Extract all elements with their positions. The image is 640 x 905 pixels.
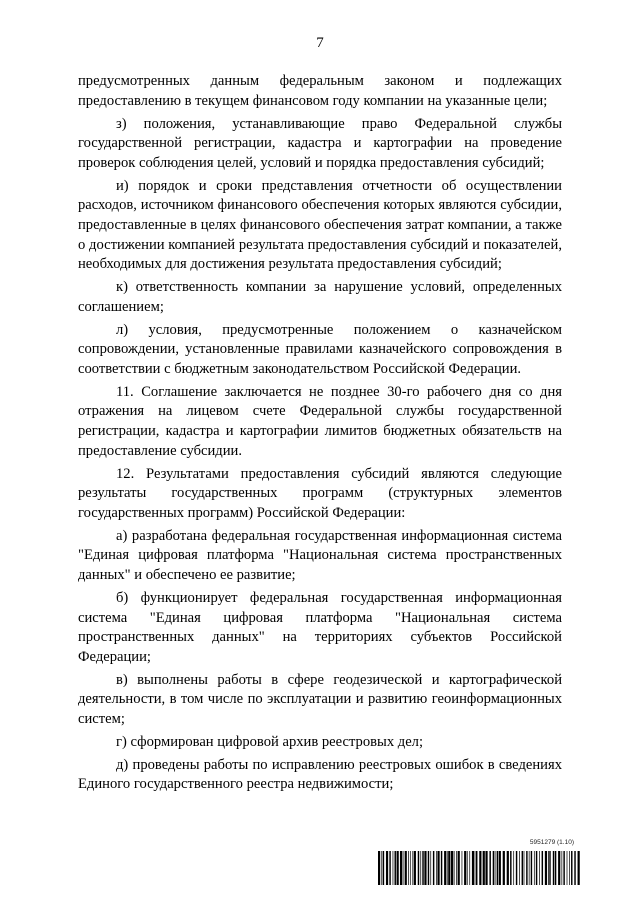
barcode-bar — [393, 851, 394, 885]
barcode-bar — [529, 851, 530, 885]
barcode-bar — [462, 851, 463, 885]
barcode-bar — [408, 851, 409, 885]
document-footer — [378, 839, 580, 885]
barcode-bar — [383, 851, 384, 885]
barcode-bar — [493, 851, 494, 885]
barcode-bar — [485, 851, 487, 885]
barcode-bar — [495, 851, 496, 885]
paragraph-continuation: предусмотренных данным федеральным законом и подлежащих предоставлению в текущем финансовом году компании на указанные цели; — [78, 73, 562, 109]
paragraph-item-z: з) положения, устанавливающие право Федеральной службы государственной регистрации, кадастра и картографии на проведение проверок соблюдения целей, условий и порядка предоставления субсидий; — [78, 115, 562, 171]
barcode-bar — [430, 851, 431, 885]
barcode-bar — [569, 851, 570, 885]
barcode-bar — [420, 851, 421, 885]
barcode-bar — [476, 851, 477, 885]
barcode-bar — [497, 851, 498, 885]
barcode-bar — [400, 851, 402, 885]
barcode-bar — [428, 851, 429, 885]
barcode-bar — [548, 851, 549, 885]
paragraph-item-l: л) условия, предусмотренные положением о казначейском сопровождении, установленные правилами казначейского сопровождения в соответствии с бюджетным законодательством Российской Федерации. — [78, 321, 562, 377]
barcode-bar — [574, 851, 575, 885]
barcode-bar — [510, 851, 511, 885]
barcode-bar — [475, 851, 476, 885]
barcode-bar — [418, 851, 419, 885]
barcode-bar — [567, 851, 568, 885]
barcode-bar — [519, 851, 520, 885]
barcode-bar — [507, 851, 509, 885]
paragraph-item-b: б) функционирует федеральная государственная информационная система "Единая цифровая платформа "Национальная система пространственных данных" на территориях субъектов Российской Федерации; — [78, 589, 562, 665]
barcode-bar — [464, 851, 466, 885]
barcode-bar — [539, 851, 540, 885]
barcode-bar — [558, 851, 560, 885]
barcode-bar — [479, 851, 481, 885]
barcode-svg — [378, 851, 580, 885]
barcode-bar — [410, 851, 411, 885]
barcode-bar — [503, 851, 505, 885]
barcode-bar — [378, 851, 380, 885]
barcode-bar — [489, 851, 490, 885]
barcode-bar — [381, 851, 382, 885]
barcode-bar — [513, 851, 514, 885]
barcode-bar — [524, 851, 525, 885]
barcode-bar — [389, 851, 390, 885]
barcode-bar — [422, 851, 423, 885]
barcode-bar — [531, 851, 532, 885]
barcode-bar — [386, 851, 388, 885]
barcode-bar — [483, 851, 485, 885]
barcode-bar — [578, 851, 580, 885]
paragraph-item-g: г) сформирован цифровой архив реестровых дел; — [116, 733, 424, 750]
barcode-bar — [414, 851, 416, 885]
document-code: 5951279 (1.10) — [529, 839, 574, 846]
paragraph-item-d: д) проведены работы по исправлению реестровых ошибок в сведениях Единого государственного реестра недвижимости; — [78, 756, 562, 793]
barcode-bar — [405, 851, 407, 885]
barcode-bar — [553, 851, 554, 885]
page-number: 7 — [316, 35, 324, 51]
barcode-bar — [458, 851, 460, 885]
barcode-bar — [451, 851, 453, 885]
barcode-bar — [469, 851, 470, 885]
barcode-bar — [536, 851, 537, 885]
barcode-bar — [542, 851, 543, 885]
barcode-bar — [454, 851, 455, 885]
barcode-bar — [437, 851, 439, 885]
barcode-bar — [526, 851, 527, 885]
paragraph-clause-11: 11. Соглашение заключается не позднее 30-го рабочего дня со дня отражения на лицевом счете Федеральной службы государственной регистрации, кадастра и картографии лимитов бюджетных обязательств на предоставление субсидии. — [78, 383, 562, 459]
barcode-bar — [412, 851, 413, 885]
paragraph-item-a: а) разработана федеральная государственная информационная система "Единая цифровая платформа "Национальная система пространственных данных" и обеспечено ее развитие; — [78, 527, 562, 583]
paragraph-item-k: к) ответственность компании за нарушение условий, определенных соглашением; — [78, 279, 562, 315]
paragraph-item-v: в) выполнены работы в сфере геодезической и картографической деятельности, в том числе по эксплуатации и развитию геоинформационных систем; — [78, 671, 562, 727]
barcode-bar — [447, 851, 448, 885]
barcode-image — [378, 851, 580, 885]
barcode-bar — [534, 851, 535, 885]
barcode-bar — [403, 851, 404, 885]
barcode-bar — [456, 851, 457, 885]
barcode-bar — [441, 851, 442, 885]
barcode-bar — [397, 851, 399, 885]
barcode-bar — [433, 851, 434, 885]
barcode-bar — [522, 851, 523, 885]
paragraph-item-i: и) порядок и сроки представления отчетности об осуществлении расходов, источником финансового обеспечения которых являются субсидии, предоставленные в целях финансового обеспечения затрат компании, а также о достижении компанией результата предоставления субсидий и показателей, необходимых для достижения результата предоставления субсидий; — [78, 177, 562, 273]
barcode-bar — [472, 851, 474, 885]
barcode-bar — [555, 851, 556, 885]
barcode-bar — [444, 851, 446, 885]
barcode-bar — [550, 851, 551, 885]
barcode-bar — [467, 851, 468, 885]
barcode-bar — [562, 851, 563, 885]
barcode-bar — [436, 851, 437, 885]
document-body — [78, 72, 562, 798]
barcode-bar — [395, 851, 396, 885]
barcode-bar — [571, 851, 572, 885]
barcode-bar — [499, 851, 501, 885]
barcode-bar — [448, 851, 450, 885]
barcode-bar — [424, 851, 426, 885]
barcode-bar — [545, 851, 547, 885]
paragraph-clause-12: 12. Результатами предоставления субсидий являются следующие результаты государственных программ (структурных элементов государственных программ) Российской Федерации: — [78, 465, 562, 521]
barcode-bar — [563, 851, 564, 885]
barcode-bar — [516, 851, 517, 885]
